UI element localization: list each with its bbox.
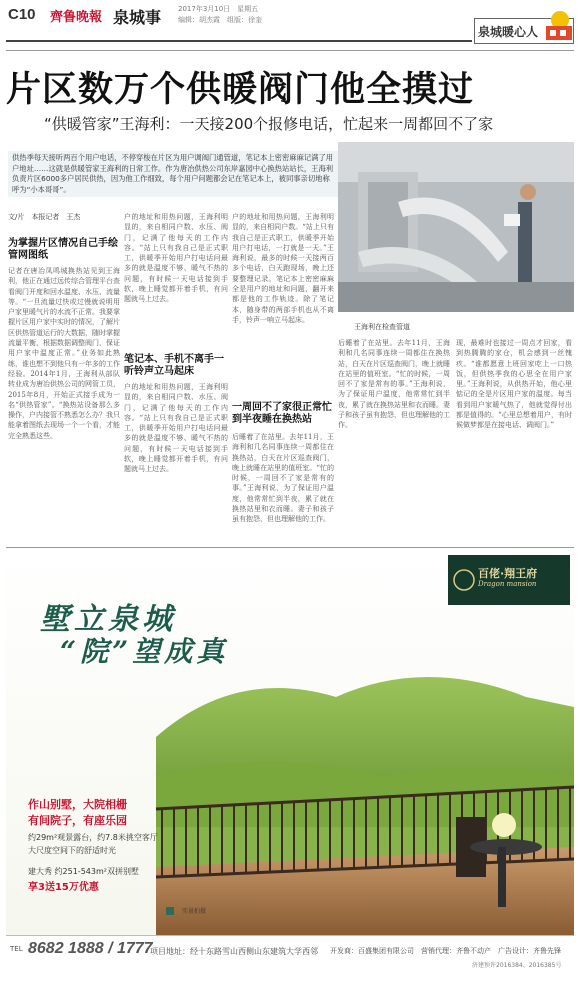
ad-photo-note: 实景拍摄	[182, 908, 207, 915]
byline: 文/片 本报记者 王杰	[8, 213, 81, 221]
section-subheading: 笔记本、手机不离手一听铃声立马起床	[124, 354, 224, 377]
article-photo	[338, 142, 574, 312]
column-badge-label: 泉城暖心人	[478, 25, 539, 39]
article-column-4: 后睡着了在站里。去年11月，王海利和几名同事连续一周都住在换热站，白天在片区巡查阀门，晚上就睡在站里的值班室。“忙的时候，一周回不了家是常有的事。”王海利说，为了保证用户温度，他常常忙到半夜，累了就在换热站里和衣而睡。妻子和孩子虽有抱怨，但也理解他的工作。	[338, 339, 450, 430]
ad-price: 建大秀 约251-543m²双拼别墅	[28, 867, 139, 876]
ad-feature: 大尺度空间下的舒适时光	[28, 846, 116, 855]
warm-heart-icon	[540, 8, 574, 42]
section-subheading: 为掌握片区情况自己手绘管网图纸	[8, 238, 118, 261]
header-rule-thin	[6, 50, 574, 51]
article-column-2b: 户的地址和用热问题，王海利明显的，来自相同户数、水压、阀门，记满了他每天的工作内容。“站上只有我自己是正式职工，供暖季开始用户打电话问最多的就是温度不够、暖气不热的问题，有时候一天电话接到手软，晚上睡觉都开着手机，有问题就马上过去。	[124, 383, 228, 474]
ad-permit: 济建预许2016384、2016385号	[472, 962, 562, 969]
section-title: 泉城事	[113, 8, 162, 27]
ad-phone: 8682 1888 / 1777	[28, 940, 153, 957]
phone-label: TEL	[10, 945, 23, 953]
headline: 片区数万个供暖阀门他全摸过	[6, 70, 475, 110]
ad-feature: 约29m²观景露台，约7.8米挑空客厅	[28, 833, 158, 842]
ad-slogan: 墅立泉城	[40, 602, 176, 637]
issue-date: 2017年3月10日 星期五	[178, 5, 259, 13]
ad-offer: 享3送15万优惠	[28, 882, 99, 893]
page-number: C10	[8, 6, 36, 23]
ad-brand-name: 百佬·翔王府	[478, 567, 538, 580]
article-column-2: 户的地址和用热问题，王海利明显的，来自相同户数、水压、阀门，记满了他每天的工作内容。“站上只有我自己是正式职工，供暖季开始用户打电话问最多的就是温度不够、暖气不热的问题，有时候一天电话接到手软，晚上睡觉都开着手机，有问题就马上过去。	[124, 213, 228, 304]
ad-tagline: 有间院子，有座乐园	[28, 814, 127, 827]
article-column-1: 记者在唐冶凤鸣城换热站见到王海利，他正在通过远传综合管理平台查看阀门开度和回水温度、水压、流量等。“一旦流量过快或过慢就说明用户家里暖气片的水流不正常。我要掌握片区用户家中实时的情况，了解片区供热管道运行的大数据，随时掌握流量平衡，根据数据调整阀门，保证用户家中温度正常。”业务如此熟练，谁也想不到他只有一年多的工作经验。2014年1月，王海利从部队转业成为唐冶供热公司的网管工员，2015年8月，开始正式接手成为一名“供热管家”。“换热站设备那么多操作，户内接管不熟悉怎么办？我只能拿着图纸去现场一个一个看，才能完全熟悉这些。	[8, 267, 120, 440]
ad-slogan-sub: “院”望成真	[60, 635, 229, 668]
ad-project-address: 项目地址：经十东路雪山西侧山东建筑大学西邻	[150, 947, 318, 956]
header-rule	[6, 40, 472, 42]
photo-caption: 王海利在检查管道	[354, 323, 410, 331]
article-column-3b: 后睡着了在站里。去年11月，王海利和几名同事连续一周都住在换热站，白天在片区巡查阀门，晚上就睡在站里的值班室。“忙的时候，一周回不了家是常有的事。”王海利说，为了保证用户温度，他常常忙到半夜，累了就在换热站里和衣而睡。妻子和孩子虽有抱怨，但也理解他的工作。	[232, 433, 334, 524]
article-column-3: 户的地址和用热问题，王海利明显的，来自相同户数。“站上只有我自己是正式职工，供暖季开始用户打电话，一打就是一天。”王海利说，最多的时候一天接两百多个电话，白天跑现场，晚上还要整理记录。笔记本上密密麻麻全是用户的地址和问题，翻开来都是他的工作轨迹。除了笔记本，随身带的两部手机也从不离手，铃声一响立马起床。	[232, 213, 334, 324]
editor-credits: 编辑：胡杰霞 组版：徐奎	[178, 16, 262, 24]
section-subheading: 一周回不了家很正常忙到半夜睡在换热站	[232, 402, 332, 425]
ad-brand-english: Dragon mansion	[478, 580, 537, 588]
ad-tagline: 作山别墅，大院相栅	[28, 798, 127, 811]
subheadline: “供暖管家”王海利：一天接200个报修电话，忙起来一周都回不了家	[44, 115, 494, 133]
lead-paragraph: 供热季每天接听两百个用户电话，不停穿梭在片区为用户调阀门通管道，笔记本上密密麻麻记满了用户地址……这就是供暖管家王海利的日常工作。作为唐冶供热公司东岸嘉园中心换热站站长，王海利负责片区6000多户居民供热，因为他工作细致，每个用户问题都会记在笔记本上，被同事亲切地称呼为“小本哥哥”。	[8, 151, 340, 197]
paper-name: 齊鲁晚報	[50, 10, 103, 25]
article-column-5: 现，最难时也接过一周点才回家，看到热腾腾的家仓，机会感到一丝愧疚。“谁都愿意上班回家吃上一口热饭，但供热季我的心思全在用户家里。”王海利说，从供热开始，他心里惦记的全是片区用户家的温度。每当看到用户家暖气热了，他就觉得付出都是值得的。“心里总想着用户，有时候做梦都是在接电话、调阀门。”	[456, 339, 572, 430]
ad-developer: 开发商：百盛集团有限公司 营销代理：齐鲁不动产 广告设计：齐鲁先锋	[330, 947, 561, 955]
